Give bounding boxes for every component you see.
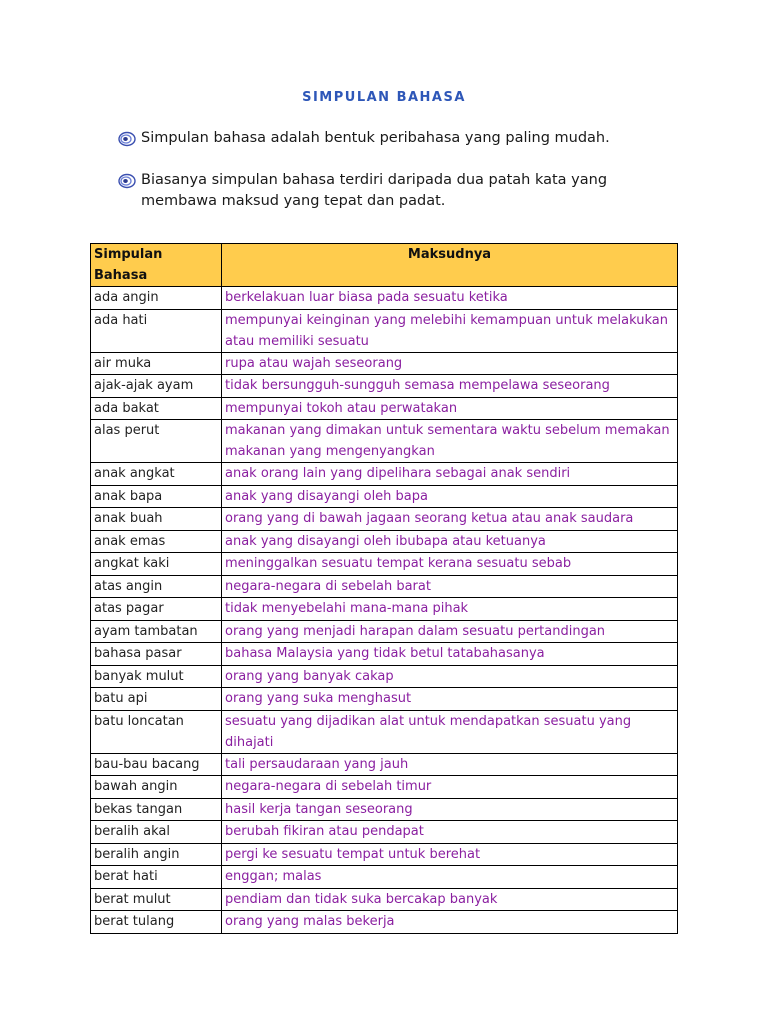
simpulan-cell: anak angkat	[91, 463, 222, 486]
table-row	[91, 798, 678, 821]
maksud-cell: tali persaudaraan yang jauh	[222, 753, 678, 776]
simpulan-cell: batu api	[91, 688, 222, 711]
simpulan-cell: beralih angin	[91, 843, 222, 866]
simpulan-cell: anak emas	[91, 530, 222, 553]
maksud-cell: sesuatu yang dijadikan alat untuk mendapatkan sesuatu yang dihajati	[222, 710, 678, 753]
maksud-cell: orang yang menjadi harapan dalam sesuatu pertandingan	[222, 620, 678, 643]
maksud-cell: meninggalkan sesuatu tempat kerana sesuatu sebab	[222, 553, 678, 576]
simpulan-cell: ada angin	[91, 287, 222, 310]
maksud-cell: negara-negara di sebelah barat	[222, 575, 678, 598]
column-header-maksud: Maksudnya	[222, 244, 678, 287]
simpulan-cell: angkat kaki	[91, 553, 222, 576]
table-row	[91, 911, 678, 934]
table-row	[91, 463, 678, 486]
maksud-cell: berkelakuan luar biasa pada sesuatu ketika	[222, 287, 678, 310]
maksud-cell: orang yang malas bekerja	[222, 911, 678, 934]
maksud-cell: makanan yang dimakan untuk sementara waktu sebelum memakan makanan yang mengenyangkan	[222, 420, 678, 463]
simpulan-cell: ayam tambatan	[91, 620, 222, 643]
simpulan-cell: ada hati	[91, 309, 222, 352]
table-row	[91, 352, 678, 375]
simpulan-bahasa-table	[90, 243, 678, 934]
table-row	[91, 553, 678, 576]
table-row	[91, 530, 678, 553]
bullet-item	[117, 170, 677, 212]
table-row	[91, 575, 678, 598]
table-row	[91, 420, 678, 463]
bullet-text: Simpulan bahasa adalah bentuk peribahasa yang paling mudah.	[141, 130, 610, 146]
maksud-cell: berubah fikiran atau pendapat	[222, 821, 678, 844]
simpulan-cell: atas angin	[91, 575, 222, 598]
maksud-cell: anak yang disayangi oleh bapa	[222, 485, 678, 508]
table-row	[91, 776, 678, 799]
table-row	[91, 397, 678, 420]
simpulan-cell: ada bakat	[91, 397, 222, 420]
simpulan-cell: alas perut	[91, 420, 222, 463]
maksud-cell: tidak bersungguh-sungguh semasa mempelawa seseorang	[222, 375, 678, 398]
maksud-cell: anak orang lain yang dipelihara sebagai anak sendiri	[222, 463, 678, 486]
table-row	[91, 485, 678, 508]
page-title: SIMPULAN BAHASA	[302, 90, 466, 105]
maksud-cell: hasil kerja tangan seseorang	[222, 798, 678, 821]
simpulan-cell: ajak-ajak ayam	[91, 375, 222, 398]
table-row	[91, 620, 678, 643]
maksud-cell: pendiam dan tidak suka bercakap banyak	[222, 888, 678, 911]
maksud-cell: pergi ke sesuatu tempat untuk berehat	[222, 843, 678, 866]
table-row	[91, 375, 678, 398]
table-row	[91, 888, 678, 911]
table-row	[91, 843, 678, 866]
maksud-cell: anak yang disayangi oleh ibubapa atau ketuanya	[222, 530, 678, 553]
simpulan-cell: anak buah	[91, 508, 222, 531]
column-header-simpulan: Simpulan Bahasa	[91, 244, 222, 287]
simpulan-cell: bawah angin	[91, 776, 222, 799]
table-row	[91, 309, 678, 352]
simpulan-cell: air muka	[91, 352, 222, 375]
swirl-bullet-icon	[117, 130, 137, 148]
simpulan-cell: berat hati	[91, 866, 222, 889]
simpulan-cell: beralih akal	[91, 821, 222, 844]
simpulan-cell: bahasa pasar	[91, 643, 222, 666]
simpulan-cell: atas pagar	[91, 598, 222, 621]
simpulan-cell: berat tulang	[91, 911, 222, 934]
simpulan-cell: bekas tangan	[91, 798, 222, 821]
maksud-cell: rupa atau wajah seseorang	[222, 352, 678, 375]
maksud-cell: orang yang banyak cakap	[222, 665, 678, 688]
simpulan-cell: batu loncatan	[91, 710, 222, 753]
table-header-row	[91, 244, 678, 287]
simpulan-cell: anak bapa	[91, 485, 222, 508]
table-row	[91, 287, 678, 310]
table-body	[91, 287, 678, 934]
table-row	[91, 665, 678, 688]
maksud-cell: mempunyai keinginan yang melebihi kemampuan untuk melakukan atau memiliki sesuatu	[222, 309, 678, 352]
table-row	[91, 688, 678, 711]
maksud-cell: tidak menyebelahi mana-mana pihak	[222, 598, 678, 621]
table-row	[91, 710, 678, 753]
table-row	[91, 643, 678, 666]
table-row	[91, 508, 678, 531]
maksud-cell: orang yang suka menghasut	[222, 688, 678, 711]
maksud-cell: negara-negara di sebelah timur	[222, 776, 678, 799]
simpulan-cell: bau-bau bacang	[91, 753, 222, 776]
maksud-cell: enggan; malas	[222, 866, 678, 889]
table-row	[91, 753, 678, 776]
table-row	[91, 866, 678, 889]
simpulan-cell: banyak mulut	[91, 665, 222, 688]
bullet-item	[117, 128, 677, 149]
bullet-text: Biasanya simpulan bahasa terdiri daripada dua patah kata yang membawa maksud yang tepat dan padat.	[141, 172, 608, 209]
swirl-bullet-icon	[117, 172, 137, 190]
maksud-cell: bahasa Malaysia yang tidak betul tatabahasanya	[222, 643, 678, 666]
table-row	[91, 821, 678, 844]
maksud-cell: mempunyai tokoh atau perwatakan	[222, 397, 678, 420]
table-row	[91, 598, 678, 621]
maksud-cell: orang yang di bawah jagaan seorang ketua atau anak saudara	[222, 508, 678, 531]
simpulan-cell: berat mulut	[91, 888, 222, 911]
